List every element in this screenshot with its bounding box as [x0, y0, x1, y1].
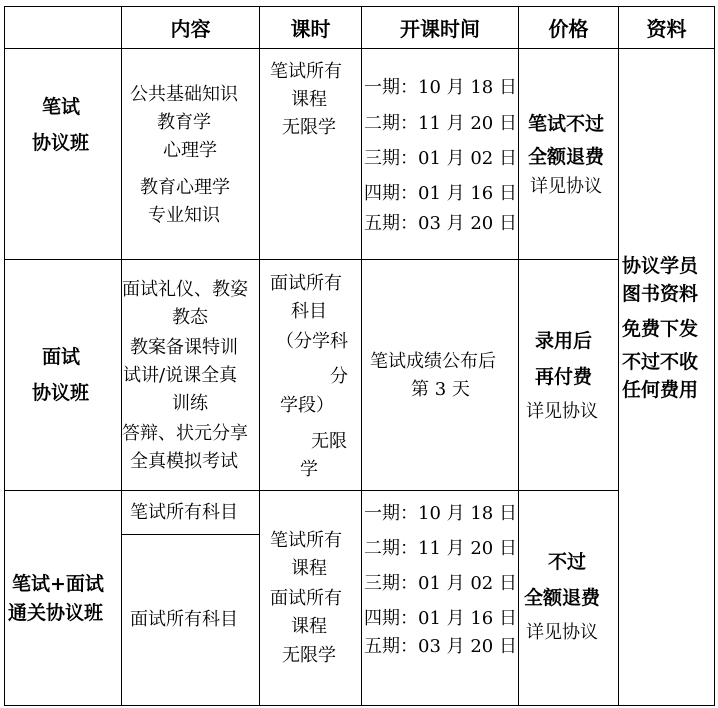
materials-line: 不过不收 — [622, 351, 699, 373]
interview-hours-line: （分学科 — [276, 331, 348, 352]
interview-content-item: 教态 — [172, 307, 208, 328]
combined-price-line: 不过 — [548, 551, 587, 573]
col-divider-2 — [259, 6, 260, 706]
written-class-title-line1: 笔试 — [42, 96, 81, 118]
col-divider-5 — [618, 6, 619, 706]
interview-schedule-line: 笔试成绩公布后 — [370, 351, 496, 372]
interview-content-item: 答辩、状元分享 — [122, 423, 248, 444]
written-schedule-item: 四期：01 月 16 日 — [364, 183, 517, 204]
written-content-item: 教育心理学 — [140, 177, 230, 198]
table-border-bottom — [4, 705, 715, 706]
combined-hours-line: 无限学 — [282, 645, 336, 666]
interview-content-item: 全真模拟考试 — [130, 451, 238, 472]
interview-hours-line: 科目 — [291, 301, 327, 322]
written-schedule-item: 三期：01 月 02 日 — [364, 148, 517, 169]
interview-schedule-line: 第 3 天 — [411, 379, 470, 400]
header-price: 价格 — [548, 17, 589, 41]
combined-schedule-item: 三期：01 月 02 日 — [364, 573, 517, 594]
combined-class-title-line2: 通关协议班 — [8, 602, 104, 624]
written-price-note: 详见协议 — [530, 176, 602, 197]
combined-hours-line: 课程 — [291, 558, 327, 579]
interview-content-item: 面试礼仪、教姿 — [122, 279, 248, 300]
materials-line: 免费下发 — [622, 318, 699, 340]
combined-content-written: 笔试所有科目 — [130, 502, 238, 523]
written-content-item: 专业知识 — [148, 205, 220, 226]
interview-content-item: 教案备课特训 — [130, 337, 238, 358]
written-content-item: 心理学 — [163, 140, 217, 161]
interview-content-item: 训练 — [172, 393, 208, 414]
written-hours-line: 笔试所有 — [270, 61, 342, 82]
written-schedule-item: 五期：03 月 20 日 — [364, 213, 517, 234]
row-divider-1 — [4, 259, 618, 260]
combined-schedule-item: 二期：11 月 20 日 — [364, 538, 517, 559]
written-schedule-item: 一期：10 月 18 日 — [364, 77, 517, 98]
table-border-right — [714, 6, 715, 706]
written-hours-line: 课程 — [291, 89, 327, 110]
written-class-title-line2: 协议班 — [32, 132, 90, 154]
combined-hours-line: 笔试所有 — [270, 530, 342, 551]
interview-content-item: 试讲/说课全真 — [123, 365, 238, 386]
written-content-item: 公共基础知识 — [130, 84, 238, 105]
interview-hours-line: 无限 — [311, 431, 347, 452]
interview-class-title-line2: 协议班 — [32, 382, 90, 404]
combined-hours-line: 课程 — [291, 616, 327, 637]
materials-line: 图书资料 — [622, 283, 699, 305]
combined-content-divider — [121, 534, 259, 535]
written-content-item: 教育学 — [157, 112, 211, 133]
written-hours-line: 无限学 — [282, 117, 336, 138]
combined-price-note: 详见协议 — [526, 622, 598, 643]
header-divider — [4, 48, 715, 49]
header-hours: 课时 — [290, 17, 331, 41]
interview-hours-line: 学 — [300, 459, 318, 480]
col-divider-4 — [518, 6, 519, 706]
interview-hours-line: 面试所有 — [270, 273, 342, 294]
row-divider-2 — [4, 490, 618, 491]
interview-price-note: 详见协议 — [526, 401, 598, 422]
written-schedule-item: 二期：11 月 20 日 — [364, 113, 517, 134]
table-border-left — [4, 6, 5, 706]
combined-content-interview: 面试所有科目 — [130, 609, 238, 630]
interview-price-line: 录用后 — [535, 330, 593, 352]
combined-schedule-item: 一期：10 月 18 日 — [364, 503, 517, 524]
written-price-line: 全额退费 — [528, 146, 605, 168]
combined-schedule-item: 四期：01 月 16 日 — [364, 608, 517, 629]
written-price-line: 笔试不过 — [528, 113, 605, 135]
interview-class-title-line1: 面试 — [42, 346, 81, 368]
header-start-time: 开课时间 — [400, 17, 480, 41]
col-divider-3 — [361, 6, 362, 706]
interview-price-line: 再付费 — [535, 366, 593, 388]
col-divider-1 — [121, 6, 122, 706]
combined-class-title-line1: 笔试+面试 — [12, 573, 104, 595]
header-content: 内容 — [170, 17, 211, 41]
interview-hours-line: 分 — [330, 366, 348, 387]
header-materials: 资料 — [646, 17, 687, 41]
combined-schedule-item: 五期：03 月 20 日 — [364, 636, 517, 657]
materials-line: 协议学员 — [622, 255, 699, 277]
interview-hours-line: 学段） — [280, 395, 334, 416]
materials-line: 任何费用 — [622, 379, 699, 401]
combined-price-line: 全额退费 — [524, 587, 601, 609]
combined-hours-line: 面试所有 — [270, 588, 342, 609]
